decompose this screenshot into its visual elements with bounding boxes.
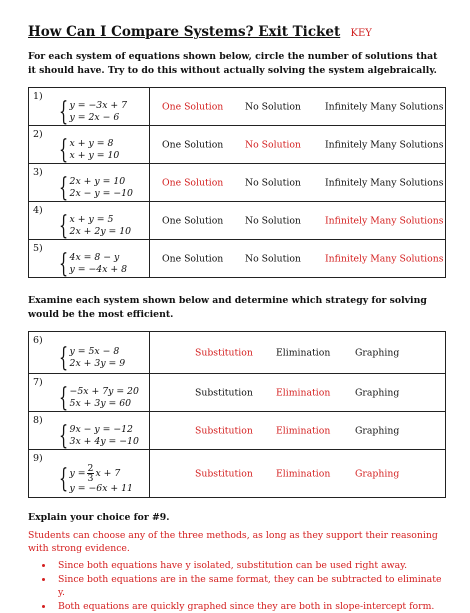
exit-ticket-page: [28, 10, 446, 613]
equation-lines: [70, 464, 133, 495]
explain-answer: Students can choose any of the three methods, as long as they support their reasoning with strong evidence.: [28, 529, 446, 555]
option-substitution[interactable]: Substitution: [195, 468, 253, 479]
system-cell: [29, 164, 150, 202]
equation-1: y = −3x + 7: [70, 100, 128, 112]
problem-number: 6): [33, 335, 43, 346]
equation-system: [59, 346, 125, 369]
equation-lines: [70, 386, 139, 409]
option-substitution[interactable]: Substitution: [195, 387, 253, 398]
brace-symbol: {: [59, 347, 68, 369]
key-label: KEY: [351, 28, 372, 39]
equation-2: 2x − y = −10: [70, 188, 133, 200]
equation-1: y = 5x − 8: [70, 346, 126, 358]
solutions-table: [28, 87, 446, 278]
equation-1: 2x + y = 10: [70, 176, 133, 188]
option-elimination[interactable]: Elimination: [276, 347, 330, 358]
title-text: How Can I Compare Systems? Exit Ticket: [28, 24, 340, 40]
option-one-solution[interactable]: One Solution: [162, 177, 223, 188]
option-graphing[interactable]: Graphing: [355, 387, 399, 398]
instruction-solutions: For each system of equations shown below, circle the number of solutions that it should have. Try to do this without actually solving the system algebraically.: [28, 50, 446, 78]
solution-row: [29, 240, 446, 278]
equation-1-suffix: x + 7: [95, 468, 120, 480]
strategy-row: [29, 412, 446, 450]
brace-symbol: {: [59, 387, 68, 409]
fraction: [87, 464, 95, 483]
equation-2: 2x + 2y = 10: [70, 226, 132, 238]
equation-2: y = −4x + 8: [70, 264, 128, 276]
option-no-solution[interactable]: No Solution: [245, 101, 301, 112]
equation-system: [59, 464, 133, 495]
options-cell: [150, 126, 446, 164]
solution-row: [29, 88, 446, 126]
fraction-numerator: 2: [87, 464, 95, 474]
equation-1-prefix: y =: [70, 468, 86, 480]
equation-2: 3x + 4y = −10: [70, 436, 139, 448]
equation-1: [70, 464, 133, 483]
options-cell: [150, 374, 446, 412]
brace-symbol: {: [59, 177, 68, 199]
solution-row: [29, 126, 446, 164]
equation-2: y = 2x − 6: [70, 112, 128, 124]
equation-2: x + y = 10: [70, 150, 120, 162]
option-graphing[interactable]: Graphing: [355, 468, 399, 479]
equation-lines: [70, 252, 128, 275]
reason-item: • Since both equations are in the same format, they can be subtracted to eliminate y.: [54, 573, 446, 600]
system-cell: [29, 374, 150, 412]
instruction-strategy: Examine each system shown below and determine which strategy for solving would be the most efficient.: [28, 294, 446, 322]
options-cell: [150, 450, 446, 498]
problem-number: 7): [33, 377, 43, 388]
equation-1: x + y = 8: [70, 138, 120, 150]
option-one-solution[interactable]: One Solution: [162, 253, 223, 264]
option-no-solution[interactable]: No Solution: [245, 215, 301, 226]
option-infinitely-many-solutions[interactable]: Infinitely Many Solutions: [325, 139, 444, 150]
equation-2: 5x + 3y = 60: [70, 398, 139, 410]
system-cell: [29, 126, 150, 164]
brace-symbol: {: [59, 253, 68, 275]
option-one-solution[interactable]: One Solution: [162, 139, 223, 150]
problem-number: 1): [33, 91, 43, 102]
problem-number: 5): [33, 243, 43, 254]
brace-symbol: {: [59, 215, 68, 237]
reasons-list: [28, 559, 446, 613]
equation-lines: [70, 346, 126, 369]
page-title: [28, 24, 446, 42]
option-infinitely-many-solutions[interactable]: Infinitely Many Solutions: [325, 177, 444, 188]
option-one-solution[interactable]: One Solution: [162, 215, 223, 226]
options-cell: [150, 412, 446, 450]
option-substitution[interactable]: Substitution: [195, 347, 253, 358]
system-cell: [29, 88, 150, 126]
option-elimination[interactable]: Elimination: [276, 425, 330, 436]
option-infinitely-many-solutions[interactable]: Infinitely Many Solutions: [325, 215, 444, 226]
reason-item: • Both equations are quickly graphed since they are both in slope-intercept form.: [54, 600, 446, 613]
equation-system: [59, 138, 119, 161]
brace-symbol: {: [59, 425, 68, 447]
option-infinitely-many-solutions[interactable]: Infinitely Many Solutions: [325, 101, 444, 112]
equation-1: 4x = 8 − y: [70, 252, 128, 264]
system-cell: [29, 332, 150, 374]
options-cell: [150, 332, 446, 374]
problem-number: 9): [33, 453, 43, 464]
option-elimination[interactable]: Elimination: [276, 387, 330, 398]
option-no-solution[interactable]: No Solution: [245, 139, 301, 150]
equation-system: [59, 100, 127, 123]
problem-number: 3): [33, 167, 43, 178]
option-no-solution[interactable]: No Solution: [245, 253, 301, 264]
options-cell: [150, 240, 446, 278]
option-graphing[interactable]: Graphing: [355, 347, 399, 358]
option-substitution[interactable]: Substitution: [195, 425, 253, 436]
options-cell: [150, 88, 446, 126]
system-cell: [29, 240, 150, 278]
reason-item: • Since both equations have y isolated, substitution can be used right away.: [54, 559, 446, 573]
equation-system: [59, 252, 127, 275]
option-elimination[interactable]: Elimination: [276, 468, 330, 479]
problem-number: 8): [33, 415, 43, 426]
equation-1: 9x − y = −12: [70, 424, 139, 436]
problem-number: 4): [33, 205, 43, 216]
system-cell: [29, 450, 150, 498]
fraction-denominator: 3: [88, 474, 94, 483]
equation-1: x + y = 5: [70, 214, 132, 226]
option-infinitely-many-solutions[interactable]: Infinitely Many Solutions: [325, 253, 444, 264]
equation-2: y = −6x + 11: [70, 483, 133, 495]
brace-symbol: {: [59, 139, 68, 161]
options-cell: [150, 164, 446, 202]
option-graphing[interactable]: Graphing: [355, 425, 399, 436]
equation-system: [59, 214, 131, 237]
equation-system: [59, 176, 133, 199]
equation-system: [59, 386, 139, 409]
equation-system: [59, 424, 139, 447]
explain-heading: Explain your choice for #9.: [28, 512, 446, 523]
equation-1: −5x + 7y = 20: [70, 386, 139, 398]
option-no-solution[interactable]: No Solution: [245, 177, 301, 188]
problem-number: 2): [33, 129, 43, 140]
equation-lines: [70, 138, 120, 161]
strategy-table: [28, 331, 446, 498]
solution-row: [29, 164, 446, 202]
equation-2: 2x + 3y = 9: [70, 358, 126, 370]
equation-lines: [70, 214, 132, 237]
equation-lines: [70, 176, 133, 199]
options-cell: [150, 202, 446, 240]
brace-symbol: {: [59, 468, 68, 490]
equation-lines: [70, 424, 139, 447]
option-one-solution[interactable]: One Solution: [162, 101, 223, 112]
equation-lines: [70, 100, 128, 123]
strategy-row: [29, 374, 446, 412]
solution-row: [29, 202, 446, 240]
system-cell: [29, 412, 150, 450]
system-cell: [29, 202, 150, 240]
strategy-row: [29, 450, 446, 498]
strategy-row: [29, 332, 446, 374]
brace-symbol: {: [59, 101, 68, 123]
